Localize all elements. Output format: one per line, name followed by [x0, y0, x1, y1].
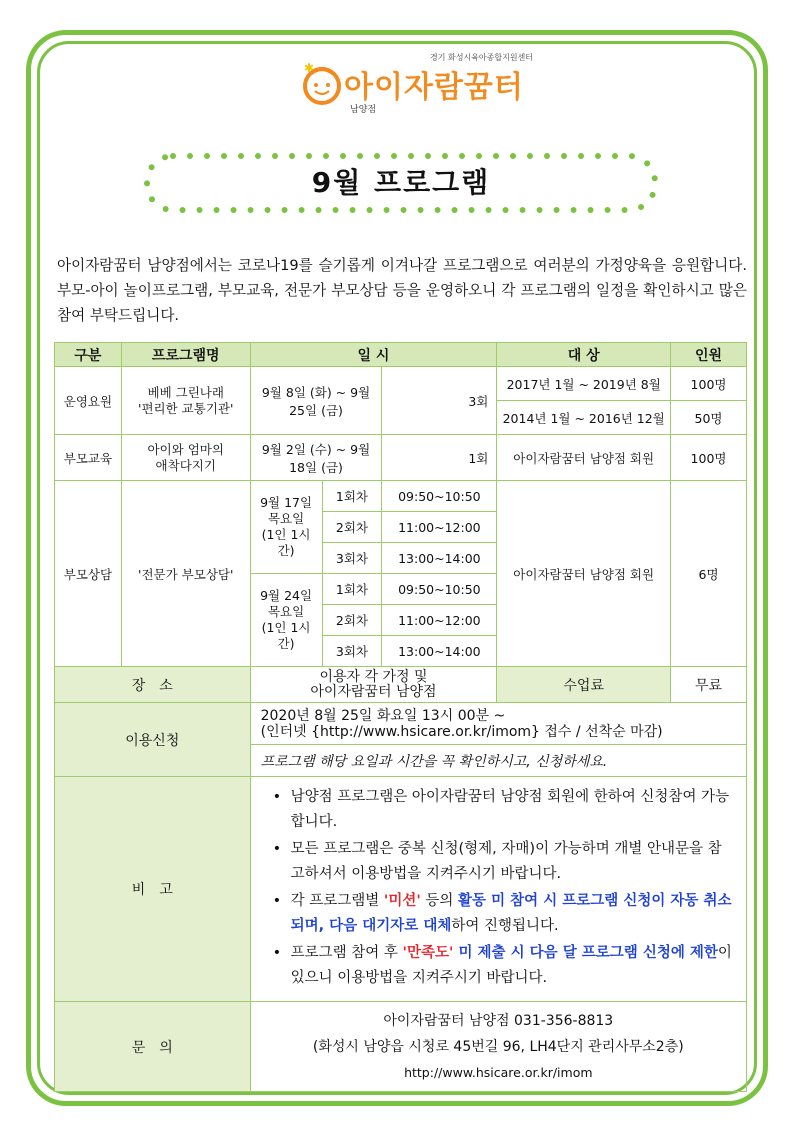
- fee-label: 수업료: [497, 667, 671, 703]
- header-schedule: 일 시: [250, 343, 497, 367]
- table-header-row: [55, 343, 747, 367]
- session-time: 11:00~12:00: [382, 605, 497, 636]
- apply-info: [250, 703, 746, 745]
- row3-type: 부모상담: [55, 481, 122, 667]
- row3-day1: 9월 17일 목요일 (1인 1시간): [250, 481, 322, 574]
- org-name: 경기 화성시육아종합지원센터: [430, 53, 534, 62]
- page-title: 9월 프로그램: [311, 166, 491, 199]
- contact-address: (화성시 남양읍 시청로 45번길 96, LH4단지 관리사무소2층): [312, 1038, 684, 1055]
- restriction-highlight: 미 제출 시 다음 달 프로그램 신청에 제한: [453, 945, 718, 961]
- row1-type: 운영요원: [55, 367, 122, 435]
- apply-note: 프로그램 해당 요일과 시간을 꼭 확인하시고, 신청하세요.: [250, 745, 746, 777]
- row3-target: 아이자람꿈터 남양점 회원: [497, 481, 671, 667]
- row2-dates: 9월 2일 (수) ~ 9월 18일 (금): [250, 435, 382, 481]
- list-item: • 남양점 프로그램은 아이자람꿈터 남양점 회원에 한하여 신청참여 가능합니다.: [271, 785, 734, 835]
- row2-name: 아이와 엄마의 애착다지기: [121, 435, 250, 481]
- cancel-highlight: 활동 미 참여 시 프로그램 신청이 자동 취소되며, 다음 대기자로 대체: [290, 893, 732, 934]
- session-time: 13:00~14:00: [382, 543, 497, 574]
- table-row: [55, 703, 747, 745]
- row1-dates: 9월 8일 (화) ~ 9월 25일 (금): [250, 367, 382, 435]
- session-number: 3회차: [322, 636, 382, 667]
- table-row: [55, 481, 747, 512]
- header-name: 프로그램명: [121, 343, 250, 367]
- row1-cap-b: 50명: [671, 401, 747, 435]
- row2-count: 1회: [382, 435, 497, 481]
- row1-cap-a: 100명: [671, 367, 747, 401]
- session-number: 3회차: [322, 543, 382, 574]
- contact-url[interactable]: http://www.hsicare.or.kr/imom: [404, 1064, 593, 1080]
- child-face-icon: [300, 60, 344, 106]
- session-time: 11:00~12:00: [382, 512, 497, 543]
- table-row: [55, 667, 747, 703]
- table-row: [55, 435, 747, 481]
- list-item: • 프로그램 참여 후 '만족도' 미 제출 시 다음 달 프로그램 신청에 제한이 있으니 이용방법을 지켜주시기 바랍니다.: [271, 941, 734, 991]
- apply-label: 이용신청: [55, 703, 251, 777]
- header-target: 대 상: [497, 343, 671, 367]
- session-number: 2회차: [322, 512, 382, 543]
- brand-name: 아이자람꿈터: [344, 70, 524, 105]
- session-time: 09:50~10:50: [382, 481, 497, 512]
- fee-value: 무료: [671, 667, 747, 703]
- apply-date: 2020년 8월 25일 화요일 13시 00분 ~: [260, 707, 506, 724]
- session-number: 2회차: [322, 605, 382, 636]
- table-row: [55, 777, 747, 1002]
- bullet-icon: •: [272, 841, 282, 857]
- row1-target-b: 2014년 1월 ~ 2016년 12월: [497, 401, 671, 435]
- contact-label: 문 의: [55, 1002, 251, 1092]
- session-time: 13:00~14:00: [382, 636, 497, 667]
- row2-type: 부모교육: [55, 435, 122, 481]
- logo: [290, 48, 550, 118]
- bullet-icon: •: [272, 945, 282, 961]
- remarks-label: 비 고: [55, 777, 251, 1002]
- session-number: 1회차: [322, 481, 382, 512]
- svg-text:✱: ✱: [304, 61, 315, 75]
- session-number: 1회차: [322, 574, 382, 605]
- row3-name: '전문가 부모상담': [121, 481, 250, 667]
- row3-day2: 9월 24일 목요일 (1인 1시간): [250, 574, 322, 667]
- row1-name: 베베 그린나래 '편리한 교통기관': [121, 367, 250, 435]
- table-row: [55, 367, 747, 401]
- header-type: 구분: [55, 343, 122, 367]
- row1-count: 3회: [382, 367, 497, 435]
- list-item: • 모든 프로그램은 중복 신청(형제, 자매)이 가능하며 개별 안내문을 참고하셔서 이용방법을 지켜주시기 바랍니다.: [271, 837, 734, 887]
- row2-target: 아이자람꿈터 남양점 회원: [497, 435, 671, 481]
- program-table: [54, 342, 747, 1092]
- remarks-list: [271, 785, 734, 991]
- contact-phone: 아이자람꿈터 남양점 031-356-8813: [383, 1012, 614, 1029]
- row2-cap: 100명: [671, 435, 747, 481]
- apply-url: (인터넷 {http://www.hsicare.or.kr/imom} 접수 / 선착순 마감): [260, 723, 663, 740]
- list-item: • 각 프로그램별 '미션' 등의 활동 미 참여 시 프로그램 신청이 자동 취소되며, 다음 대기자로 대체하여 진행됩니다.: [271, 889, 734, 939]
- contact-cell: [250, 1002, 746, 1092]
- branch-name: 남양점: [350, 105, 377, 115]
- bullet-icon: •: [272, 893, 282, 909]
- row3-cap: 6명: [671, 481, 747, 667]
- title-box: [143, 150, 659, 216]
- mission-highlight: '미션': [383, 893, 421, 909]
- remarks-cell: [250, 777, 746, 1002]
- bullet-icon: •: [272, 789, 282, 805]
- row1-target-a: 2017년 1월 ~ 2019년 8월: [497, 367, 671, 401]
- session-time: 09:50~10:50: [382, 574, 497, 605]
- intro-text: 아이자람꿈터 남양점에서는 코로나19를 슬기롭게 이겨나갈 프로그램으로 여러분의 가정양육을 응원합니다. 부모-아이 놀이프로그램, 부모교육, 전문가 부모상담 등을 운영하오니 각 프로그램의 일정을 확인하시고 많은 참여 부탁드립니다.: [57, 257, 747, 324]
- satisfaction-highlight: '만족도': [402, 945, 454, 961]
- place-label: 장 소: [55, 667, 251, 703]
- header-capacity: 인원: [671, 343, 747, 367]
- table-row: [55, 1002, 747, 1092]
- place-value: 이용자 각 가정 및 아이자람꿈터 남양점: [250, 667, 497, 703]
